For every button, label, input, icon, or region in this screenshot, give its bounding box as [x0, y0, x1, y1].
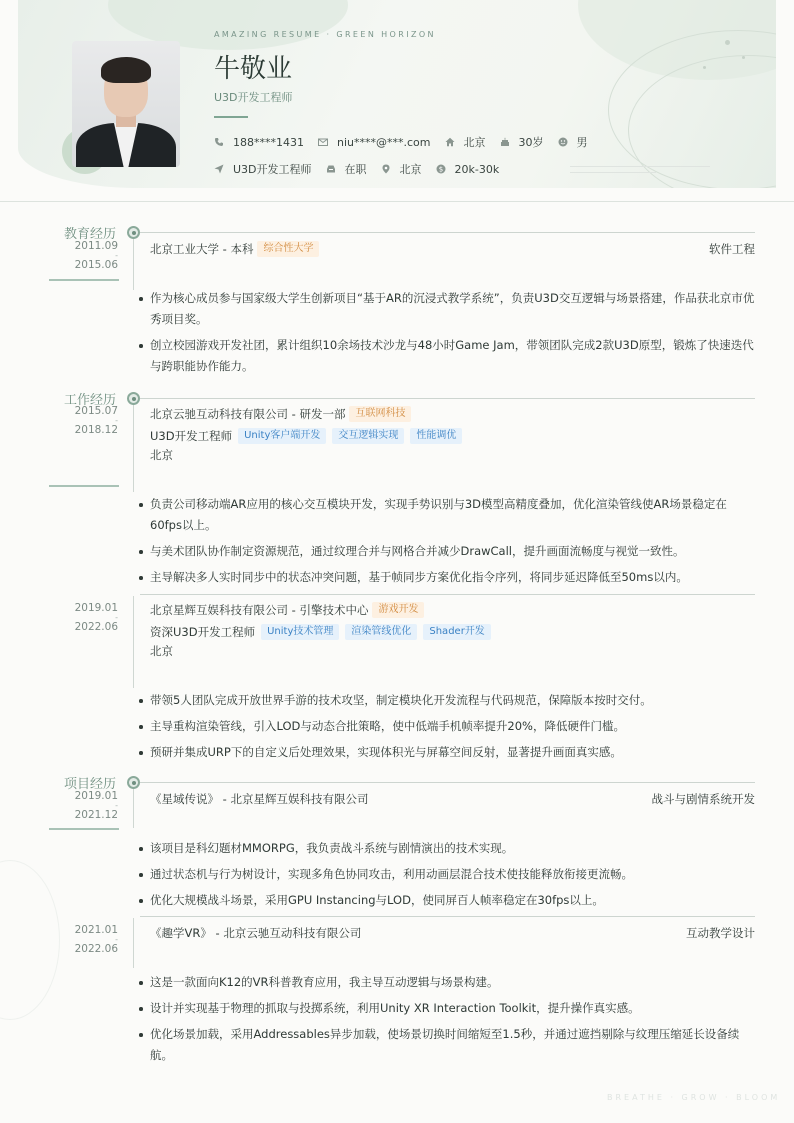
date-start: 2019.01: [74, 790, 118, 802]
skill-tag: Unity技术管理: [261, 624, 339, 640]
contact-email-text: niu****@***.com: [337, 135, 431, 149]
section-underline: [49, 485, 119, 487]
decor-arc: [0, 860, 60, 1020]
entry-date: [62, 241, 118, 271]
list-item: 与美术团队协作制定资源规范，通过纹理合并与网格合并减少DrawCall，提升画面流畅度与视觉一致性。: [138, 541, 758, 562]
contact-age-text: 30岁: [518, 136, 544, 149]
list-item: 这是一款面向K12的VR科普教育应用，我主导互动逻辑与场景构建。: [138, 972, 758, 993]
contact-row-2: [214, 161, 513, 177]
list-item: 优化大规模战斗场景，采用GPU Instancing与LOD，使同屏百人帧率稳定在30fps以上。: [138, 890, 758, 911]
list-item: 创立校园游戏开发社团，累计组织10余场技术沙龙与48小时Game Jam，带领团队完成2款U3D原型，锻炼了快速迭代与跨职能协作能力。: [138, 335, 758, 377]
date-start: 2011.09: [74, 240, 118, 252]
contact-row-1: [214, 134, 602, 150]
company-dept: 北京云驰互动科技有限公司 - 研发一部: [150, 407, 346, 421]
work-bullets: [138, 690, 758, 768]
project-bullets: [138, 838, 758, 916]
timeline-node: [127, 226, 140, 239]
mail-icon: [318, 137, 328, 147]
cake-icon: [500, 137, 510, 147]
date-start: 2015.07: [74, 405, 118, 417]
smile-icon: [558, 137, 568, 147]
header-tagline: AMAZING RESUME · GREEN HORIZON: [214, 30, 436, 39]
contact-phone: [214, 136, 304, 149]
date-end: 2018.12: [74, 424, 118, 436]
title-accent-line: [214, 116, 248, 118]
date-end: 2022.06: [74, 943, 118, 955]
list-item: 通过状态机与行为树设计，实现多角色协同攻击，利用动画层混合技术使技能释放衔接更流畅。: [138, 864, 758, 885]
header-divider: [0, 201, 794, 202]
role: 资深U3D开发工程师: [150, 625, 256, 639]
contact-gender: [558, 134, 588, 150]
timeline-line: [133, 788, 134, 828]
project-name: 《星域传说》 - 北京星辉互娱科技有限公司: [150, 792, 369, 806]
entry-divider: [140, 232, 755, 233]
date-separator: -: [115, 935, 118, 944]
skill-tag: Unity客户端开发: [238, 428, 326, 444]
timeline-line: [133, 596, 134, 688]
footer-tagline: BREATHE · GROW · BLOOM: [607, 1093, 781, 1102]
contact-age: [500, 134, 544, 150]
phone-icon: [214, 137, 224, 147]
work-role-row: [150, 428, 462, 444]
date-separator: -: [115, 801, 118, 810]
decor-line: [570, 172, 656, 173]
list-item: 带领5人团队完成开放世界手游的技术攻坚，制定模块化开发流程与代码规范，保障版本按时交付。: [138, 690, 758, 711]
section-title-work: 工作经历: [63, 393, 116, 408]
company-dept: 北京星辉互娱科技有限公司 - 引擎技术中心: [150, 603, 369, 617]
section-underline: [49, 828, 119, 830]
section-title-projects: 项目经历: [63, 777, 116, 792]
project-headline: [150, 925, 755, 941]
timeline-node: [127, 392, 140, 405]
contact-home: [445, 134, 486, 150]
section-underline: [49, 279, 119, 281]
svg-text:$: $: [438, 165, 443, 174]
timeline-node: [127, 776, 140, 789]
entry-date: [62, 791, 118, 821]
entry-divider: [140, 398, 755, 399]
skill-tag: Shader开发: [423, 624, 490, 640]
contact-home-text: 北京: [463, 136, 486, 149]
intent-status: [326, 161, 367, 177]
profile-photo: [72, 41, 180, 167]
city: 北京: [150, 644, 173, 658]
industry-tag: 互联网科技: [349, 406, 411, 422]
list-item: 预研并集成URP下的自定义后处理效果，实现体积光与屏幕空间反射，显著提升画面真实感。: [138, 742, 758, 763]
project-name: 《趣学VR》 - 北京云驰互动科技有限公司: [150, 926, 362, 940]
decor-dot: [742, 56, 745, 59]
timeline-line: [133, 918, 134, 968]
school-degree: 北京工业大学 - 本科: [150, 242, 254, 256]
project-role: 互动教学设计: [686, 926, 755, 940]
industry-tag: 游戏开发: [372, 602, 424, 618]
list-item: 主导重构渲染管线，引入LOD与动态合批策略，使中低端手机帧率提升20%，降低硬件门槛。: [138, 716, 758, 737]
work-city: [150, 447, 173, 463]
candidate-name: 牛敬业: [214, 54, 293, 84]
skill-tag: 渲染管线优化: [345, 624, 417, 640]
list-item: 优化场景加载，采用Addressables异步加载，使场景切换时间缩短至1.5秒，并通过遮挡剔除与纹理压缩延长设备续航。: [138, 1024, 758, 1066]
timeline-line: [133, 404, 134, 492]
project-role: 战斗与剧情系统开发: [651, 792, 755, 806]
entry-divider: [140, 916, 755, 917]
contact-gender-text: 男: [576, 136, 588, 149]
entry-date: [62, 603, 118, 633]
list-item: 作为核心成员参与国家级大学生创新项目“基于AR的沉浸式教学系统”，负责U3D交互逻辑与场景搭建，作品获北京市优秀项目奖。: [138, 288, 758, 330]
entry-divider: [140, 782, 755, 783]
project-headline: [150, 791, 755, 807]
contact-email: [318, 136, 431, 149]
city: 北京: [150, 448, 173, 462]
work-bullets: [138, 494, 758, 593]
work-headline: [150, 406, 755, 422]
decor-dot: [703, 66, 706, 69]
date-end: 2021.12: [74, 809, 118, 821]
list-item: 该项目是科幻题材MMORPG，我负责战斗系统与剧情演出的技术实现。: [138, 838, 758, 859]
intent-city-text: 北京: [399, 163, 422, 176]
school-tag: 综合性大学: [257, 241, 319, 257]
list-item: 主导解决多人实时同步中的状态冲突问题，基于帧同步方案优化指令序列，将同步延迟降低至50ms以内。: [138, 567, 758, 588]
section-title-education: 教育经历: [63, 227, 116, 242]
date-separator: -: [115, 613, 118, 622]
intent-status-text: 在职: [344, 163, 367, 176]
decor-dot: [725, 40, 730, 45]
work-city: [150, 643, 173, 659]
date-start: 2021.01: [74, 924, 118, 936]
intent-position: [214, 161, 312, 177]
education-bullets: [138, 288, 758, 382]
work-headline: [150, 602, 755, 618]
intent-salary-text: 20k-30k: [454, 162, 500, 176]
date-separator: -: [115, 416, 118, 425]
timeline-line: [133, 238, 134, 290]
intent-city: [381, 161, 422, 177]
entry-date: [62, 406, 118, 436]
skill-tag: 性能调优: [410, 428, 462, 444]
home-icon: [445, 137, 455, 147]
work-role-row: [150, 624, 491, 640]
candidate-title: U3D开发工程师: [214, 91, 293, 104]
intent-salary: [436, 163, 500, 176]
project-bullets: [138, 972, 758, 1071]
money-icon: [436, 164, 446, 174]
intent-position-text: U3D开发工程师: [233, 163, 312, 176]
skill-tag: 交互逻辑实现: [332, 428, 404, 444]
major: 软件工程: [709, 242, 755, 256]
inbox-icon: [326, 164, 336, 174]
list-item: 设计并实现基于物理的抓取与投掷系统，利用Unity XR Interaction Toolkit，提升操作真实感。: [138, 998, 758, 1019]
list-item: 负责公司移动端AR应用的核心交互模块开发，实现手势识别与3D模型高精度叠加，优化渲染管线使AR场景稳定在60fps以上。: [138, 494, 758, 536]
entry-divider: [140, 594, 755, 595]
date-start: 2019.01: [74, 602, 118, 614]
education-headline: [150, 241, 755, 257]
date-end: 2015.06: [74, 259, 118, 271]
entry-date: [62, 925, 118, 955]
date-end: 2022.06: [74, 621, 118, 633]
contact-phone-text: 188****1431: [233, 135, 304, 149]
date-separator: -: [115, 251, 118, 260]
send-icon: [214, 164, 224, 174]
location-icon: [381, 164, 391, 174]
role: U3D开发工程师: [150, 429, 233, 443]
decor-line: [570, 166, 710, 167]
